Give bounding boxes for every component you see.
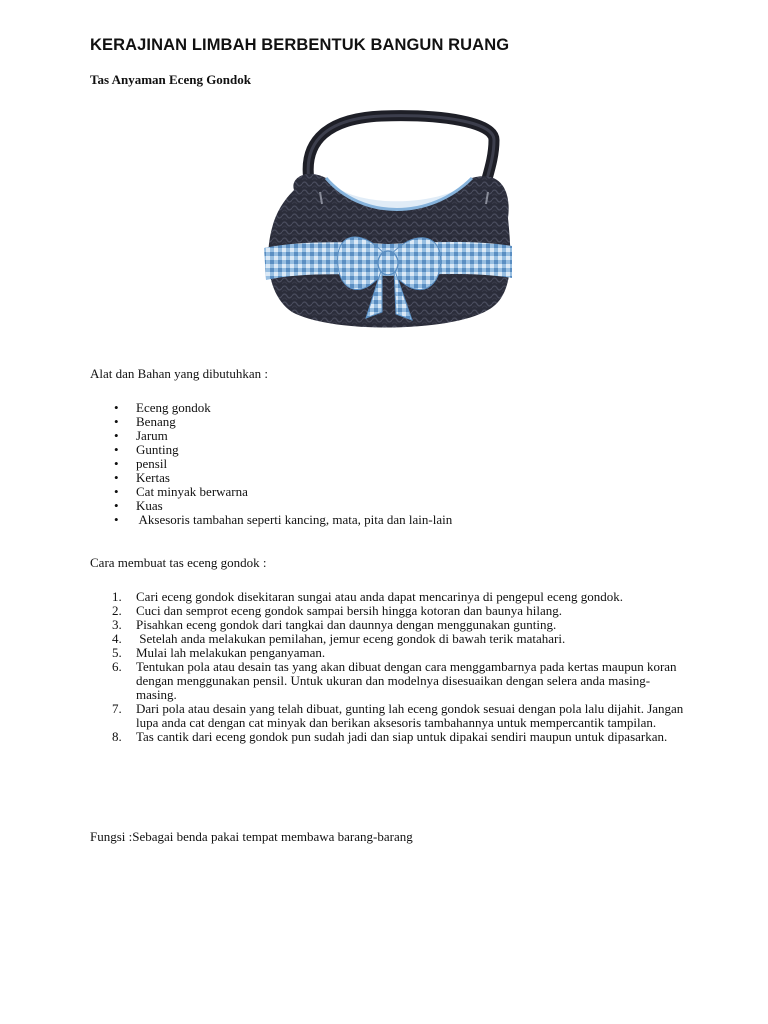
list-item: • Benang <box>90 415 452 429</box>
step-item <box>90 604 690 618</box>
step-text: Setelah anda melakukan pemilahan, jemur eceng gondok di bawah terik matahari. <box>136 631 566 646</box>
steps-heading: Cara membuat tas eceng gondok : <box>90 555 267 570</box>
step-item <box>90 646 690 660</box>
list-item: • Cat minyak berwarna <box>90 485 452 499</box>
list-item: • Jarum <box>90 429 452 443</box>
step-number: 6. <box>112 659 122 674</box>
step-text: Mulai lah melakukan penganyaman. <box>136 645 326 660</box>
step-item <box>90 632 690 646</box>
step-item <box>90 702 690 730</box>
step-text: Dari pola atau desain yang telah dibuat, gunting lah eceng gondok sesuai dengan pola lalu dijahit. Jangan lupa anda cat dengan cat minyak dan berikan aksesoris tambahannya untuk mempercantik tampilan. <box>136 701 684 730</box>
step-number: 7. <box>112 701 122 716</box>
steps-list <box>90 590 690 744</box>
step-number: 4. <box>112 631 122 646</box>
list-item: • Gunting <box>90 443 452 457</box>
step-item <box>90 660 690 702</box>
list-item: • Kuas <box>90 499 452 513</box>
function-text: Fungsi :Sebagai benda pakai tempat membawa barang-barang <box>90 829 413 844</box>
step-text: Cuci dan semprot eceng gondok sampai bersih hingga kotoran dan baunya hilang. <box>136 603 563 618</box>
woven-handbag-image <box>262 108 514 340</box>
list-item: • pensil <box>90 457 452 471</box>
step-number: 2. <box>112 603 122 618</box>
step-text: Pisahkan eceng gondok dari tangkai dan daunnya dengan menggunakan gunting. <box>136 617 557 632</box>
materials-list <box>90 401 452 527</box>
step-item <box>90 590 690 604</box>
step-number: 8. <box>112 729 122 744</box>
step-text: Cari eceng gondok disekitaran sungai atau anda dapat mencarinya di pengepul eceng gondok. <box>136 589 623 604</box>
list-item: • Eceng gondok <box>90 401 452 415</box>
list-item: • Aksesoris tambahan seperti kancing, mata, pita dan lain-lain <box>90 513 452 527</box>
step-item <box>90 730 690 744</box>
page-subtitle: Tas Anyaman Eceng Gondok <box>90 72 251 87</box>
materials-heading: Alat dan Bahan yang dibutuhkan : <box>90 366 268 381</box>
step-number: 5. <box>112 645 122 660</box>
page-title: KERAJINAN LIMBAH BERBENTUK BANGUN RUANG <box>90 36 510 54</box>
step-number: 1. <box>112 589 122 604</box>
step-text: Tas cantik dari eceng gondok pun sudah jadi dan siap untuk dipakai sendiri maupun untuk dipasarkan. <box>136 729 668 744</box>
step-text: Tentukan pola atau desain tas yang akan dibuat dengan cara menggambarnya pada kertas maupun koran dengan menggunakan pensil. Untuk ukuran dan modelnya disesuaikan dengan selera anda masing-masing. <box>136 659 677 702</box>
step-item <box>90 618 690 632</box>
list-item: • Kertas <box>90 471 452 485</box>
step-number: 3. <box>112 617 122 632</box>
